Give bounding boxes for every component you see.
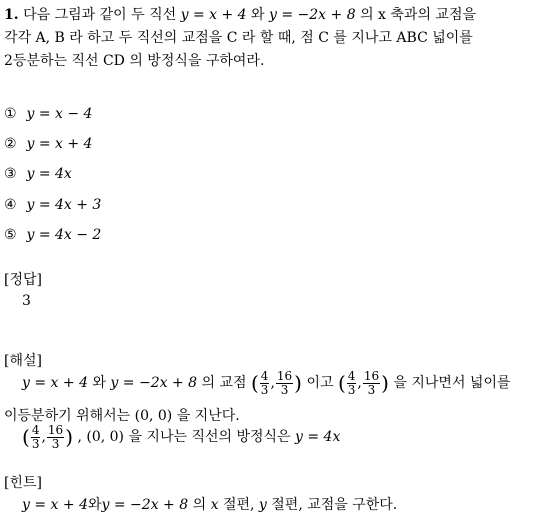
question-line-1: [4, 4, 476, 24]
equation: y = 4x: [295, 429, 341, 446]
question-text: 다음 그림과 같이 두 직선: [23, 7, 177, 23]
answer-label: [정답]: [4, 272, 42, 288]
question-line-2: 각각 A, B 라 하고 두 직선의 교점을 C 라 할 때, 점 C 를 지나고 ABC 넓이를: [4, 30, 473, 46]
explanation-text: 을 지나면서 넓이를: [393, 375, 511, 392]
explanation-line-1: y = x + 4 와 y = −2x + 8 의 교점 ( $\frac{4}{3}$ , $\frac{16}{3}$ ) 이고 ( $\frac{4}{3}$ , $\frac{16}{3}$ ) 을 지나면서 넓이를: [22, 369, 511, 397]
choice-marker: ③: [4, 166, 17, 182]
paren-close: ): [65, 425, 73, 450]
hint-label: [힌트]: [4, 475, 42, 491]
fraction: $\frac{4}{3}$: [260, 369, 269, 397]
choice-expr: y = x − 4: [26, 106, 93, 122]
choice-1[interactable]: [4, 106, 92, 122]
paren-open: (: [22, 425, 30, 450]
equation: y = −2x + 8: [110, 375, 198, 392]
explanation-text: 의 교점: [201, 375, 247, 392]
hint-text: 절편,: [222, 497, 255, 513]
equation: y = −2x + 8: [269, 7, 356, 23]
choice-2[interactable]: [4, 136, 92, 152]
equation: y = x + 4: [22, 375, 88, 392]
fraction: $\frac{16}{3}$: [276, 369, 293, 397]
explanation-text: 이고: [306, 375, 334, 392]
answer-value: 3: [22, 293, 31, 309]
hint-var: y: [258, 497, 267, 513]
equation: y = −2x + 8: [101, 497, 189, 513]
question-number: 1.: [4, 7, 19, 23]
choice-expr: y = 4x − 2: [26, 227, 102, 243]
paren-close: ): [381, 371, 389, 396]
choice-expr: y = 4x: [26, 166, 72, 182]
equation: y = x + 4: [180, 7, 247, 23]
explanation-line-3: ( $\frac{4}{3}$ , $\frac{16}{3}$ ) , (0, 0) 을 지나는 직선의 방정식은 y = 4x: [22, 423, 341, 451]
question-text: 와: [251, 7, 265, 23]
fraction: $\frac{16}{3}$: [363, 369, 380, 397]
fraction: $\frac{4}{3}$: [31, 423, 40, 451]
choice-expr: y = 4x + 3: [26, 197, 102, 213]
paren-open: (: [250, 371, 259, 396]
choice-4[interactable]: [4, 197, 101, 213]
paren-close: ): [294, 371, 302, 396]
choice-marker: ①: [4, 106, 17, 122]
explanation-label: [해설]: [4, 353, 42, 369]
choice-marker: ②: [4, 136, 17, 152]
question-line-3: 2등분하는 직선 CD 의 방정식을 구하여라.: [4, 53, 265, 69]
hint-text: 절편, 교점을 구한다.: [271, 497, 398, 513]
fraction: $\frac{16}{3}$: [47, 423, 64, 451]
explanation-text: 와: [92, 375, 106, 392]
choice-expr: y = x + 4: [26, 136, 93, 152]
question-text: 의 x 축과의 교점을: [360, 7, 476, 23]
choice-5[interactable]: [4, 227, 101, 243]
hint-text: 와: [87, 497, 102, 513]
hint-line: [22, 494, 397, 514]
equation: y = x + 4: [22, 497, 88, 513]
choice-marker: ④: [4, 197, 17, 213]
explanation-line-2: 이등분하기 위해서는 (0, 0) 을 지난다.: [4, 408, 240, 424]
paren-open: (: [337, 371, 346, 396]
choice-marker: ⑤: [4, 227, 17, 243]
fraction: $\frac{4}{3}$: [347, 369, 356, 397]
hint-text: 의: [192, 497, 207, 513]
choice-3[interactable]: [4, 166, 72, 182]
hint-var: x: [210, 497, 219, 513]
explanation-text: , (0, 0) 을 지나는 직선의 방정식은: [77, 429, 291, 446]
